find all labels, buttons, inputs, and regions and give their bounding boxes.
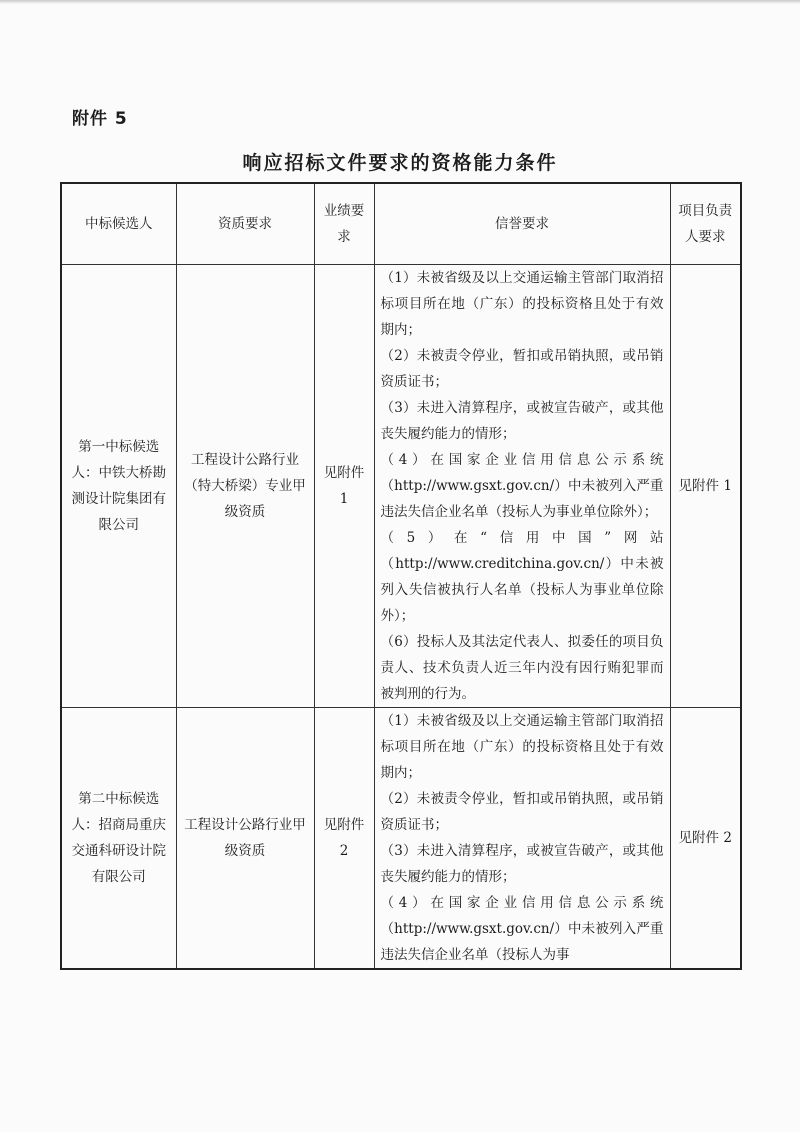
credit-item: （6）投标人及其法定代表人、拟委任的项目负责人、技术负责人近三年内没有因行贿犯罪而被判刑的行为。	[380, 634, 664, 702]
header-credit: 信誉要求	[374, 183, 670, 265]
table-row	[61, 265, 741, 708]
credit-item: （2）未被责令停业，暂扣或吊销执照，或吊销资质证书；	[380, 791, 664, 833]
credit-item: （4）在国家企业信用信息公示系统（http://www.gsxt.gov.cn/）中未被列入严重违法失信企业名单（投标人为事业单位除外）；	[380, 452, 664, 520]
credit-item: （4）在国家企业信用信息公示系统（http://www.gsxt.gov.cn/）中未被列入严重违法失信企业名单（投标人为事	[380, 895, 664, 963]
project-manager-cell: 见附件 1	[670, 265, 741, 708]
header-performance: 业绩要求	[314, 183, 374, 265]
qualification-table	[60, 182, 742, 970]
credit-item: （1）未被省级及以上交通运输主管部门取消招标项目所在地（广东）的投标资格且处于有效期内；	[380, 713, 664, 781]
page-top-edge	[0, 0, 800, 4]
qualification-cell: 工程设计公路行业甲级资质	[176, 708, 314, 970]
credit-item: （3）未进入清算程序，或被宣告破产，或其他丧失履约能力的情形；	[380, 400, 664, 442]
qualification-cell: 工程设计公路行业（特大桥梁）专业甲级资质	[176, 265, 314, 708]
table-row	[61, 708, 741, 970]
page-title: 响应招标文件要求的资格能力条件	[242, 152, 558, 174]
credit-item: （5）在“信用中国”网站（http://www.creditchina.gov.cn/）中未被列入失信被执行人名单（投标人为事业单位除外）；	[380, 530, 664, 624]
project-manager-cell: 见附件 2	[670, 708, 741, 970]
table-header-row	[61, 183, 741, 265]
credit-item: （1）未被省级及以上交通运输主管部门取消招标项目所在地（广东）的投标资格且处于有效期内；	[380, 270, 664, 338]
performance-cell: 见附件 2	[314, 708, 374, 970]
header-project-manager: 项目负责人要求	[670, 183, 741, 265]
credit-cell	[374, 265, 670, 708]
candidate-cell: 第二中标候选人：招商局重庆交通科研设计院有限公司	[61, 708, 176, 970]
header-qualification: 资质要求	[176, 183, 314, 265]
attachment-label: 附件 5	[72, 109, 128, 129]
credit-cell	[374, 708, 670, 970]
candidate-cell: 第一中标候选人：中铁大桥勘测设计院集团有限公司	[61, 265, 176, 708]
performance-cell: 见附件 1	[314, 265, 374, 708]
header-candidate: 中标候选人	[61, 183, 176, 265]
credit-item: （3）未进入清算程序，或被宣告破产，或其他丧失履约能力的情形；	[380, 843, 664, 885]
credit-item: （2）未被责令停业，暂扣或吊销执照，或吊销资质证书；	[380, 348, 664, 390]
